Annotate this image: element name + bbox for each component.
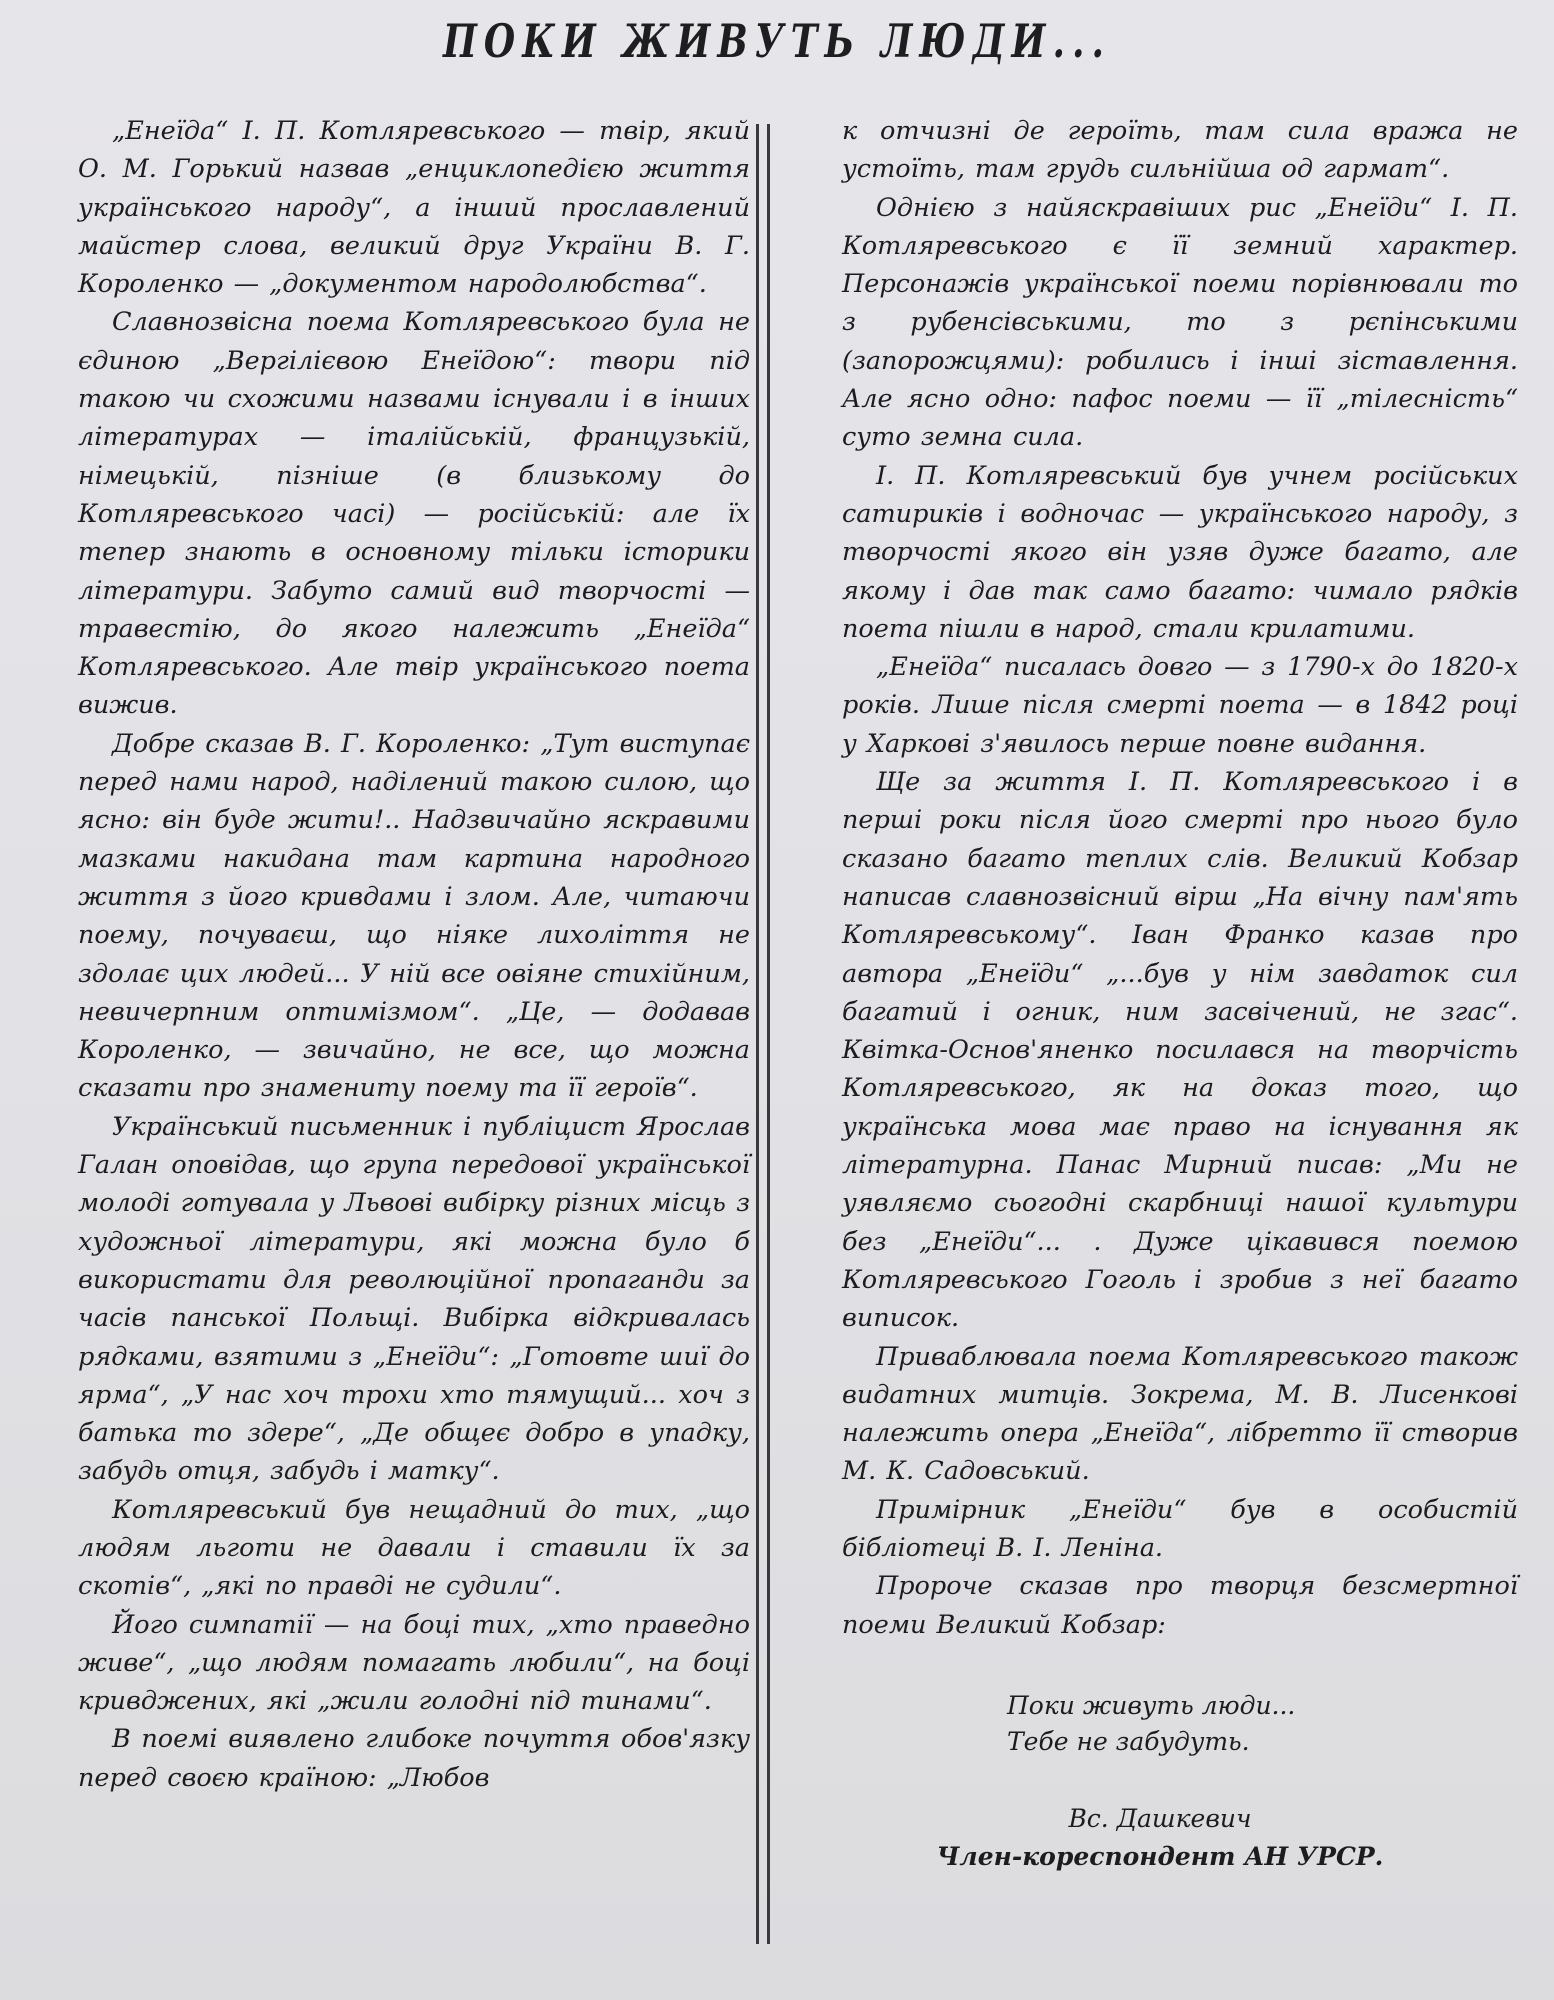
paragraph-duty: В поемі виявлено глибоке почуття обов'язку перед своєю країною: „Любов [78, 1724, 750, 1793]
column-divider [756, 124, 770, 1944]
paragraph-lenin-library: Примірник „Енеїди“ був в особистій бібліотеці В. І. Леніна. [842, 1494, 1518, 1563]
paragraph-earthly-character: Однією з найяскравіших рис „Енеїди“ І. П. Котляревського є її земний характер. Персонажів української поеми порівнювали то з рубенсівськими, то з рєпінськими (запорожцями): робились і інші зіставлення. Але ясно одно: пафос поеми — її „тілесність“ суто земна сила. [842, 192, 1518, 453]
paragraph-sympathies: Його симпатії — на боці тих, „хто праведно живе“, „що людям помагать любили“, на боці кривджених, які „жили голодні під тинами“. [78, 1609, 750, 1717]
author-role: Член-кореспондент АН УРСР. [936, 1841, 1384, 1871]
right-column [842, 112, 1518, 1876]
paragraph-korolenko-quote: Добре сказав В. Г. Короленко: „Тут виступає перед нами народ, наділений такою силою, що ясно: він буде жити!.. Надзвичайно яскравими мазками накидана там картина народного життя з його кривдами і злом. Але, читаючи поему, почуваєш, що ніяке лихоліття не здолає цих людей... У ній все овіяне стихійним, невичерпним оптимізмом“. „Це, — додавав Короленко, — звичайно, не все, що можна сказати про знамениту поему та її героїв“. [78, 728, 750, 1104]
paragraph-duty-continued: к отчизні де героїть, там сила вража не устоїть, там грудь сильнійша од гармат“. [842, 116, 1518, 185]
paragraph-tributes: Ще за життя І. П. Котляревського і в перші роки після його смерті про нього було сказано багато теплих слів. Великий Кобзар написав славнозвісний вірш „На вічну пам'ять Котляревському“. Іван Франко казав про автора „Енеїди“ „...був у нім завдаток сил багатий і огник, ним засвічений, не згас“. Квітка-Основ'яненко посилався на творчість Котляревського, як на доказ того, що українська мова має право на існування як літературна. Панас Мирний писав: „Ми не уявляємо сьогодні скарбниці нашої культури без „Енеїди“... . Дуже цікавився поемою Котляревського Гоголь і зробив з неї багато виписок. [842, 767, 1518, 1334]
paragraph-eneida-intro: „Енеїда“ І. П. Котляревського — твір, який О. М. Горький назвав „енциклопедією життя українського народу“, а інший прославлений майстер слова, великий друг України В. Г. Короленко — „документом народолюбства“. [78, 116, 750, 300]
paragraph-artists: Приваблювала поема Котляревського також видатних митців. Зокрема, М. В. Лисенкові належить опера „Енеїда“, лібретто її створив М. К. Садовський. [842, 1341, 1518, 1487]
verse-line: Тебе не забудуть. [1007, 1726, 1250, 1756]
left-column [78, 112, 750, 1797]
paragraph-merciless: Котляревський був нещадний до тих, „що людям льготи не давали і ставили їх за скотів“, „які по правді не судили“. [78, 1494, 750, 1602]
paragraph-kobzar-prophecy: Пророче сказав про творця безсмертної поеми Великий Кобзар: [842, 1571, 1518, 1640]
paragraph-travesty: Славнозвісна поема Котляревського була не єдиною „Вергілієвою Енеїдою“: твори під такою чи схожими назвами існували і в інших літературах — італійській, французькій, німецькій, пізніше (в близькому до Котляревського часі) — російській: але їх тепер знають в основному тільки історики літератури. Забуто самий вид творчості — травестію, до якого належить „Енеїда“ Котляревського. Але твір українського поета вижив. [78, 307, 750, 721]
paragraph-publication-history: „Енеїда“ писалась довго — з 1790-х до 1820-х років. Лише після смерті поета — в 1842 році у Харкові з'явилось перше повне видання. [842, 652, 1518, 759]
paragraph-student-of-satirists: І. П. Котляревський був учнем російських сатириків і водночас — українського народу, з творчості якого він узяв дуже багато, але якому і дав так само багато: чимало рядків поета пішли в народ, стали крилатими. [842, 460, 1518, 644]
verse-quote [842, 1688, 1518, 1760]
author-name: Вс. Дашкевич [1068, 1803, 1252, 1833]
author-signature [842, 1800, 1518, 1876]
page-title: ПОКИ ЖИВУТЬ ЛЮДИ... [443, 14, 1111, 68]
paragraph-galan: Український письменник і публіцист Ярослав Галан оповідав, що група передової української молоді готувала у Львові вибірку різних місць з художньої літератури, які можна було б використати для революційної пропаганди за часів панської Польщі. Вибірка відкривалась рядками, взятими з „Енеїди“: „Готовте шиї до ярма“, „У нас хоч трохи хто тямущий... хоч з батька то здере“, „Де общеє добро в упадку, забудь отця, забудь і матку“. [78, 1111, 750, 1487]
verse-line: Поки живуть люди... [1007, 1690, 1296, 1720]
